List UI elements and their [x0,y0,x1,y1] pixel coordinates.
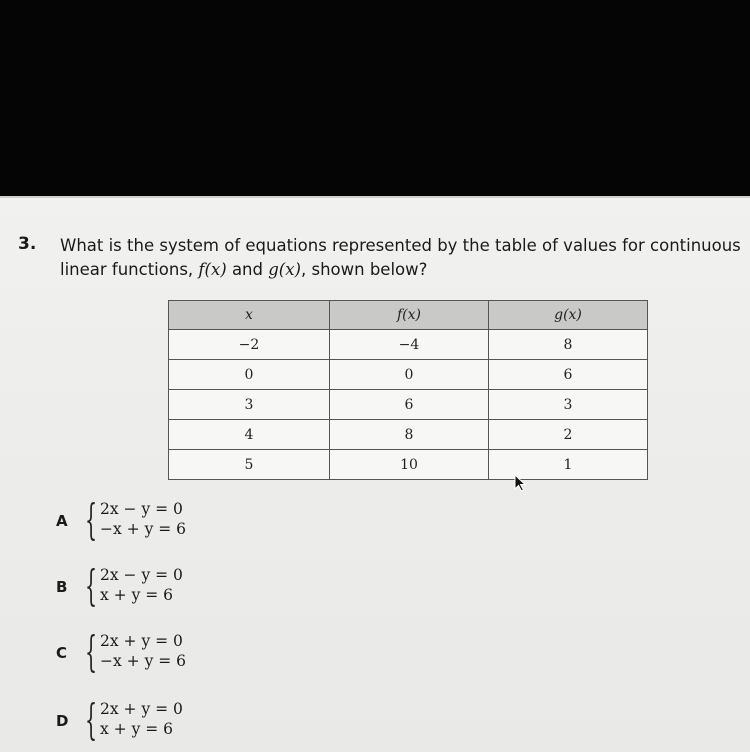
header-f-of-x: f(x) [330,301,489,330]
brace-icon: { [85,495,98,544]
question-text-segment: , shown below? [301,260,428,279]
cell-g: 2 [489,420,648,450]
cell-g: 3 [489,390,648,420]
choice-letter: A [56,512,68,530]
table-row [169,450,648,480]
values-table [168,300,648,480]
question-text-segment: linear functions, [60,260,199,279]
cell-g: 6 [489,360,648,390]
table-row [169,360,648,390]
cell-x: 5 [169,450,330,480]
cell-f: 0 [330,360,489,390]
brace-icon: { [85,695,98,744]
f-of-x-label: f(x) [198,260,227,279]
choice-letter: D [56,712,69,730]
cell-f: −4 [330,330,489,360]
cell-x: 0 [169,360,330,390]
choice-letter: C [56,644,68,662]
cell-f: 10 [330,450,489,480]
question-prompt [60,234,750,282]
brace-icon: { [85,627,98,676]
question-line-2 [60,258,750,282]
cell-x: 3 [169,390,330,420]
cell-x: 4 [169,420,330,450]
answer-choice-d[interactable] [52,695,352,744]
equation-1: 2x + y = 0 [100,700,183,718]
header-x: x [169,301,330,330]
table-row [169,330,648,360]
question-text-segment: and [226,260,269,279]
table-header-row [169,301,648,330]
mouse-pointer-icon [514,474,528,492]
question-number: 3. [18,234,37,254]
equation-2: x + y = 6 [100,720,174,738]
equation-1: 2x + y = 0 [100,632,183,650]
monitor-bezel [0,0,750,196]
answer-choice-c[interactable] [52,627,352,676]
header-g-of-x: g(x) [489,301,648,330]
table-row [169,420,648,450]
g-of-x-label: g(x) [268,260,301,279]
equation-1: 2x − y = 0 [100,566,183,584]
equation-1: 2x − y = 0 [100,500,183,518]
brace-icon: { [85,561,98,610]
choice-letter: B [56,578,68,596]
cell-x: −2 [169,330,330,360]
cell-f: 8 [330,420,489,450]
question-line-1: What is the system of equations represented by the table of values for continuous [60,236,741,255]
equation-2: −x + y = 6 [100,652,187,670]
equation-2: −x + y = 6 [100,520,187,538]
cell-g: 1 [489,450,648,480]
table-row [169,390,648,420]
cell-f: 6 [330,390,489,420]
answer-choice-b[interactable] [52,561,352,610]
equation-2: x + y = 6 [100,586,174,604]
answer-choice-a[interactable] [52,495,352,544]
cell-g: 8 [489,330,648,360]
test-page [0,196,750,752]
